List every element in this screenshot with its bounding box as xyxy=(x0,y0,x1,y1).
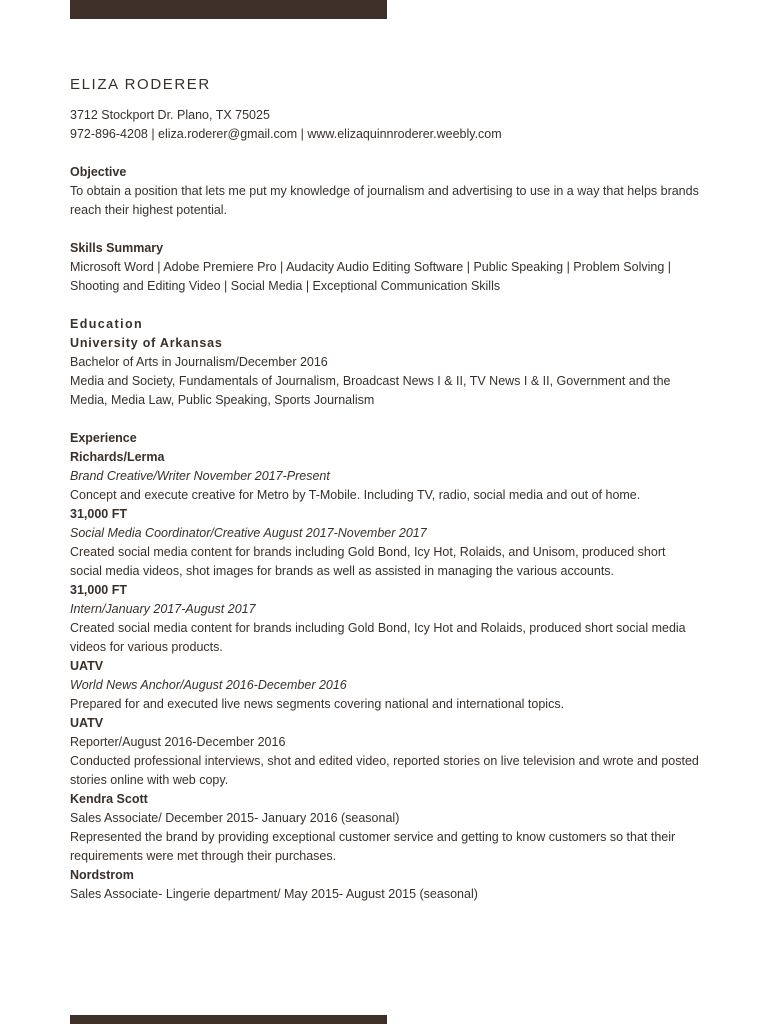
skills-text: Microsoft Word | Adobe Premiere Pro | Audacity Audio Editing Software | Public Speaking | Problem Solving | Shooting and Editing Video | Social Media | Exceptional Communication Skills xyxy=(70,260,672,293)
job-description: Created social media content for brands including Gold Bond, Icy Hot and Rolaids, produced short social media videos for various products. xyxy=(70,621,686,654)
education-courses: Media and Society, Fundamentals of Journalism, Broadcast News I & II, TV News I & II, Government and the Media, Media Law, Public Speaking, Sports Journalism xyxy=(70,374,671,407)
job-role: World News Anchor/August 2016-December 2016 xyxy=(70,678,347,692)
top-decor-bar xyxy=(70,0,387,19)
contact-details: 972-896-4208 | eliza.roderer@gmail.com | www.elizaquinnroderer.weebly.com xyxy=(70,127,502,141)
objective-heading: Objective xyxy=(70,165,127,179)
job-description: Created social media content for brands including Gold Bond, Icy Hot, Rolaids, and Unisom, produced short social media videos, shot images for brands as well as assisted in managing the various accounts. xyxy=(70,545,666,578)
job-description: Represented the brand by providing exceptional customer service and getting to know customers so that their requirements were met through their purchases. xyxy=(70,830,676,863)
job-entry xyxy=(70,790,700,866)
job-entry xyxy=(70,714,700,790)
job-description: Conducted professional interviews, shot and edited video, reported stories on live television and wrote and posted stories online with web copy. xyxy=(70,754,699,787)
job-role: Brand Creative/Writer November 2017-Present xyxy=(70,469,330,483)
job-company: Kendra Scott xyxy=(70,792,148,806)
job-entry xyxy=(70,581,700,657)
objective-text: To obtain a position that lets me put my knowledge of journalism and advertising to use in a way that helps brands reach their highest potential. xyxy=(70,184,699,217)
job-company: Richards/Lerma xyxy=(70,450,165,464)
job-company: 31,000 FT xyxy=(70,583,127,597)
education-degree: Bachelor of Arts in Journalism/December 2016 xyxy=(70,355,328,369)
job-company: 31,000 FT xyxy=(70,507,127,521)
resume-document xyxy=(70,75,700,904)
job-role: Sales Associate/ December 2015- January 2016 (seasonal) xyxy=(70,811,400,825)
education-heading: Education xyxy=(70,317,144,331)
job-role: Reporter/August 2016-December 2016 xyxy=(70,735,286,749)
job-company: Nordstrom xyxy=(70,868,134,882)
job-entry xyxy=(70,448,700,505)
experience-heading: Experience xyxy=(70,431,137,445)
job-entry xyxy=(70,866,700,904)
skills-heading: Skills Summary xyxy=(70,241,164,255)
job-role: Intern/January 2017-August 2017 xyxy=(70,602,256,616)
job-entry xyxy=(70,505,700,581)
resume-name: ELIZA RODERER xyxy=(70,76,211,93)
job-company: UATV xyxy=(70,716,104,730)
job-description: Concept and execute creative for Metro by T-Mobile. Including TV, radio, social media and out of home. xyxy=(70,488,641,502)
education-school: University of Arkansas xyxy=(70,336,223,350)
bottom-decor-bar xyxy=(70,1015,387,1024)
job-role: Social Media Coordinator/Creative August 2017-November 2017 xyxy=(70,526,427,540)
job-company: UATV xyxy=(70,659,104,673)
job-role: Sales Associate- Lingerie department/ May 2015- August 2015 (seasonal) xyxy=(70,887,478,901)
job-description: Prepared for and executed live news segments covering national and international topics. xyxy=(70,697,565,711)
job-entry xyxy=(70,657,700,714)
contact-address: 3712 Stockport Dr. Plano, TX 75025 xyxy=(70,108,270,122)
